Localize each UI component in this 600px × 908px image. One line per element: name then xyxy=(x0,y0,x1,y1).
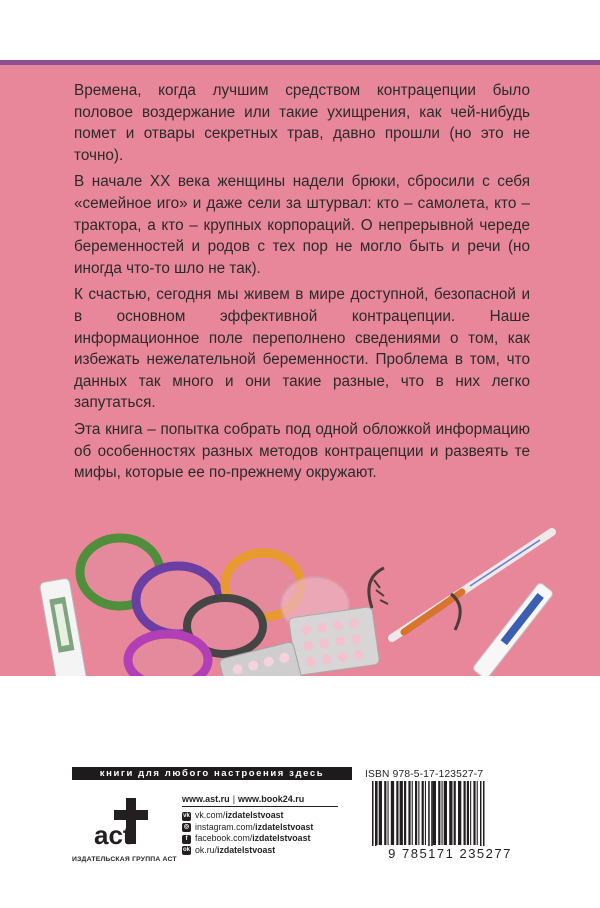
barcode-guard-bar xyxy=(428,781,430,855)
top-white-strip xyxy=(0,0,600,60)
barcode-guard-bar xyxy=(372,781,374,855)
barcode-digits: 9 785171 235277 xyxy=(364,846,536,862)
pregnancy-test-right-icon xyxy=(472,582,554,676)
social-handle: izdatelstvoast xyxy=(225,810,284,820)
social-handle: izdatelstvoast xyxy=(255,821,314,832)
social-prefix: vk.com/ xyxy=(195,810,226,820)
barcode-bar xyxy=(400,781,403,845)
social-prefix: instagram.com/ xyxy=(195,821,256,832)
blurb-paragraph: К счастью, сегодня мы живем в мире доступной, безопасной и в основном эффективной контрацепции. Наше информационное поле переполнено сведениями о том, как избежать нежелательной беременности. Проблема в том, что данных так много и они такие разные, что в них легко запутаться. xyxy=(74,286,530,412)
pill-blister-pack-icon xyxy=(289,607,380,676)
social-prefix: facebook.com/ xyxy=(195,833,253,843)
social-row-facebook[interactable] xyxy=(182,833,352,845)
cover-blurb xyxy=(74,80,530,489)
site-link-ast[interactable]: www.ast.ru xyxy=(182,794,230,804)
barcode-bar xyxy=(458,781,461,845)
link-separator: | xyxy=(232,794,236,804)
barcode-bar xyxy=(477,781,478,845)
social-prefix: ok.ru/ xyxy=(195,844,218,855)
barcode-bar xyxy=(404,781,406,845)
barcode-bar xyxy=(418,781,419,845)
social-row-vk[interactable] xyxy=(182,810,352,822)
isbn-text: ISBN 978-5-17-123527-7 xyxy=(365,769,484,780)
condom-magenta-icon xyxy=(128,634,208,676)
ast-logo-icon xyxy=(74,796,174,854)
barcode-bar xyxy=(467,781,469,845)
barcode-bar xyxy=(438,781,440,845)
barcode-bar xyxy=(433,781,436,845)
web-links xyxy=(182,794,304,804)
barcode-bar xyxy=(408,781,410,845)
barcode-bar xyxy=(412,781,413,845)
vk-icon: vk xyxy=(183,812,190,819)
barcode-bar xyxy=(442,781,443,845)
barcode-guard-bar xyxy=(480,781,482,855)
barcode-bar xyxy=(384,781,386,845)
social-handle: izdatelstvoast xyxy=(252,833,311,843)
barcode-bar xyxy=(449,781,452,845)
links-divider xyxy=(182,806,338,807)
barcode-bar xyxy=(391,781,394,845)
barcode-bar xyxy=(396,781,398,845)
barcode-guard-bar xyxy=(483,781,485,855)
social-handle: izdatelstvoast xyxy=(217,844,276,855)
blurb-paragraph: Эта книга – попытка собрать под одной обложкой информацию об особенностях разных методов контрацепции и развеять те мифы, которые ее по-прежнему окружают. xyxy=(74,420,530,482)
top-purple-rule xyxy=(0,60,600,65)
publisher-name: ИЗДАТЕЛЬСКАЯ ГРУППА АСТ xyxy=(72,856,177,863)
contraceptives-illustration xyxy=(0,520,600,676)
blurb-paragraph: В начале XX века женщины надели брюки, сбросили с себя «семейное иго» и даже сели за штурвал: кто – самолета, кто – трактора, а кто – крупных корпораций. О непрерывной череде беременностей и родов с тех пор не могло быть и речи (но иногда что-то шло не так). xyxy=(74,173,530,277)
blurb-paragraph: Времена, когда лучшим средством контрацепции было половое воздержание или такие ухищрения, как чей-нибудь помет и отвары секретных трав, давно прошли (но это не точно). xyxy=(74,82,530,164)
tagline-bar: книги для любого настроения здесь xyxy=(72,767,352,780)
barcode-guard-bar xyxy=(431,781,433,855)
barcode-bar xyxy=(444,781,447,845)
barcode-bar xyxy=(377,781,378,845)
site-link-book24[interactable]: www.book24.ru xyxy=(238,794,305,804)
social-links xyxy=(182,810,352,856)
barcode-bar xyxy=(425,781,426,845)
barcode-bar xyxy=(470,781,471,845)
cover-bottom-panel xyxy=(0,676,600,908)
social-row-instagram[interactable] xyxy=(182,822,352,834)
barcode-bar xyxy=(379,781,382,845)
barcode-bar xyxy=(464,781,466,845)
barcode-bar xyxy=(415,781,417,845)
ast-logo-text: act xyxy=(94,820,132,850)
odnoklassniki-icon: ok xyxy=(182,847,190,853)
barcode-guard-bar xyxy=(375,781,377,855)
facebook-icon: f xyxy=(182,835,191,844)
barcode-bar xyxy=(422,781,424,845)
social-row-odnoklassniki[interactable] xyxy=(182,845,352,857)
barcode-bar xyxy=(454,781,456,845)
instagram-icon: ◎ xyxy=(183,824,190,830)
pregnancy-test-left-icon xyxy=(39,578,88,676)
barcode-bar xyxy=(473,781,475,845)
barcode-bar xyxy=(388,781,389,845)
